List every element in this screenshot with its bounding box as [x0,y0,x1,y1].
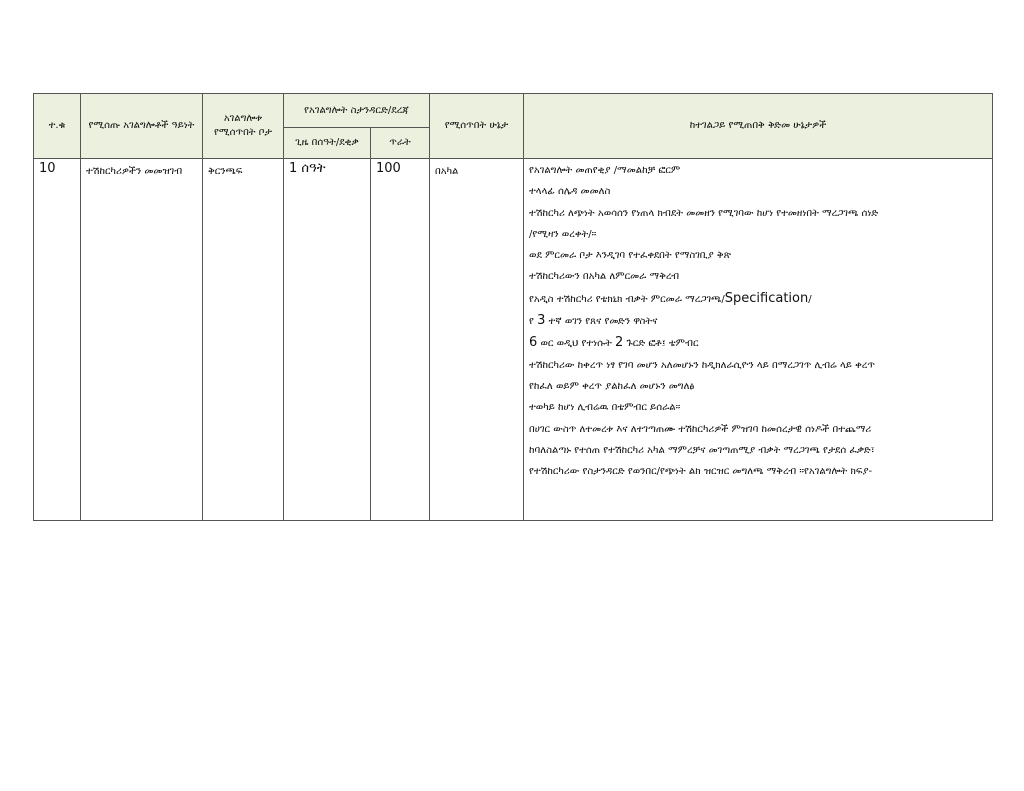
row-delivery-mode-cell [430,159,524,521]
row-service-type-cell [81,159,203,521]
requirement-line: ተላላፊ ሰሌዳ መመለስ [529,186,611,198]
header-time: ጊዜ በሰዓት/ደቂቃ [284,128,371,159]
requirement-line: የአዲስ ተሽከርካሪ የቴክኒክ ብቃት ምርመራ ማረጋገጫ/Specification/ [529,290,812,306]
row-quantity-cell [371,159,430,521]
service-standard-table [33,93,993,521]
header-service-place: አገልግሎቱ የሚሰጥበት ቦታ [203,94,284,159]
row-service-type: ተሽከርካሪዎችን መመዝገብ [86,166,183,177]
requirement-line: የተሽከርካሪው የስታንዳርድ የወንበር/የጭነት ልክ ዝርዝር መግለጫ ማቅረብ ።የአገልግሎት ክፍያ- [529,466,873,478]
requirement-line: 6 ወር ወዲህ የተነሱት 2 ጉርድ ፎቶ፤ ቴምብር [529,335,699,351]
requirement-line: ከባለስልጣኑ የተሰጠ የተሽከርካሪ አካል ማምረቻና መገጣጠሚያ ብቃት ማረጋገጫ የታደሰ ፈቃድ፣ [529,444,875,456]
row-no-cell [34,159,81,521]
requirements-list [529,159,987,482]
requirement-line: የ 3 ተኛ ወገን የጸና የመድን ዋስትና [529,313,658,329]
row-quantity: 100 [376,161,401,176]
header-standard: የአገልግሎት ስታንዳርድ/ደረጃ [284,94,430,128]
requirement-line: ወደ ምርመራ ቦታ እንዲገባ የተፈቀደበት የማስገቢያ ቅጽ [529,250,731,262]
row-time: 1 ሰዓት [289,161,326,176]
row-time-cell [284,159,371,521]
requirement-line: ተሽከርካሪው ከቀረጥ ነፃ የገባ መሆን አለመሆኑን ከዲክለራሲዮን ላይ በማረጋገጥ ሊብሬ ላይ ቀረጥ [529,359,876,371]
row-service-place: ቅርንጫፍ [208,166,243,177]
row-service-place-cell [203,159,284,521]
requirement-line: የከፈለ ወይም ቀረጥ ያልከፈለ መሆኑን መግለፅ [529,380,695,392]
header-service-type: የሚሰጡ አገልግሎቶች ዓይነት [81,94,203,159]
row-no: 10 [39,161,56,176]
row-requirements-cell [524,159,993,521]
table-row [34,159,993,521]
requirement-line: /የሚዛን ወረቀት/። [529,228,597,240]
requirement-line: በሀገር ውስጥ ለተመረቱ እና ለተገጣጠሙ ተሽከርካሪዎች ምዝገባ ከመሰረታዊ ሰነዶች በተጨማሪ [529,423,872,435]
header-quantity: ጥራት [371,128,430,159]
requirement-line: ተሽከርካሪውን በአካል ለምርመራ ማቅረብ [529,271,680,283]
requirement-line: የአገልግሎት መጠየቂያ /ማመልከቻ ፎርም [529,165,681,176]
row-delivery-mode: በአካል [435,166,459,177]
header-requirements: ከተገልጋይ የሚጠበቅ ቅድመ ሁኔታዎች [524,94,993,159]
requirement-line: ተወካይ ከሆነ ሊብሬዉ በቴምብር ይሰራል። [529,402,681,414]
header-no: ተ.ቁ [34,94,81,159]
requirement-line: ተሽከርካሪ ለጭነት አወሳሰን የነጠላ ክብደት መመዘን የሚገባው ከሆነ የተመዘነበት ማረጋገጫ ሰነድ [529,207,879,219]
header-delivery-mode: የሚሰጥበት ሁኔታ [430,94,524,159]
